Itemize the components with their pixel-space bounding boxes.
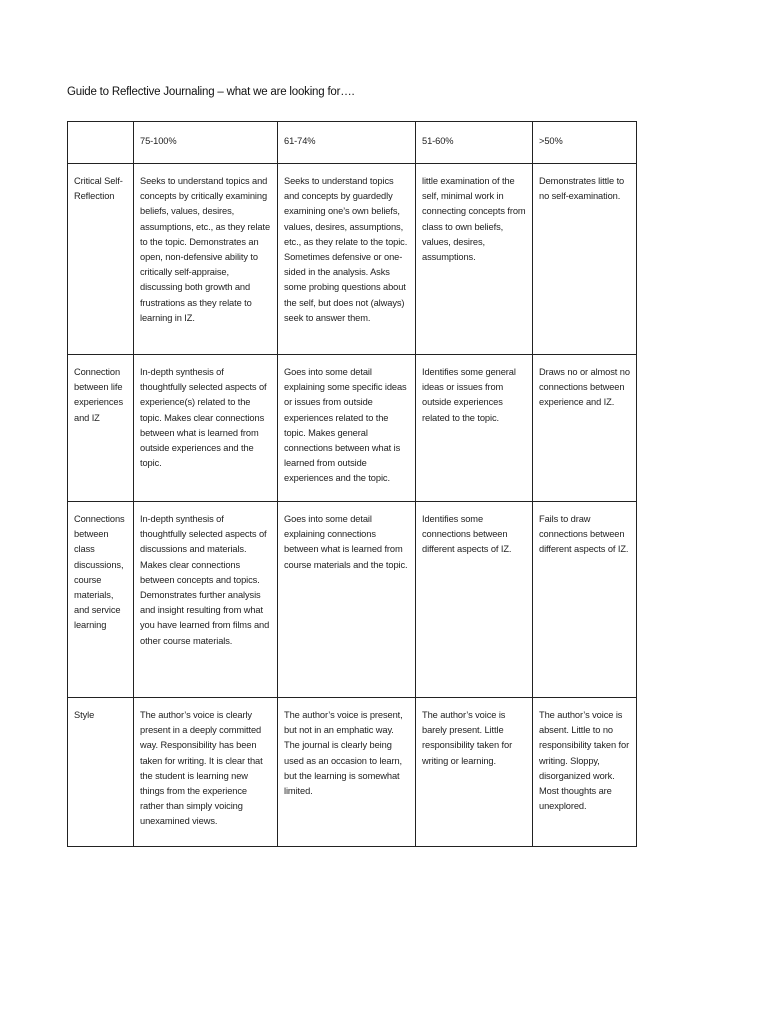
header-cell-61-74: 61-74% [278, 122, 416, 164]
rubric-table [67, 121, 637, 847]
header-cell-below-50: >50% [533, 122, 637, 164]
table-row [68, 355, 637, 502]
table-cell: The author’s voice is barely present. Little responsibility taken for writing or learning. [416, 698, 533, 847]
table-cell: Goes into some detail explaining connections between what is learned from course materials and the topic. [278, 502, 416, 698]
criterion-cell: Critical Self-Reflection [68, 164, 134, 355]
table-cell: The author’s voice is present, but not in an emphatic way. The journal is clearly being used as an occasion to learn, but the learning is somewhat limited. [278, 698, 416, 847]
header-cell-75-100: 75-100% [134, 122, 278, 164]
table-cell: Fails to draw connections between different aspects of IZ. [533, 502, 637, 698]
header-cell-51-60: 51-60% [416, 122, 533, 164]
table-cell: Draws no or almost no connections between experience and IZ. [533, 355, 637, 502]
table-row [68, 164, 637, 355]
table-cell: The author’s voice is absent. Little to no responsibility taken for writing. Sloppy, disorganized work. Most thoughts are unexplored. [533, 698, 637, 847]
document-title: Guide to Reflective Journaling – what we are looking for…. [67, 86, 355, 98]
criterion-cell: Connections between class discussions, course materials, and service learning [68, 502, 134, 698]
table-cell: Demonstrates little to no self-examination. [533, 164, 637, 355]
table-cell: In-depth synthesis of thoughtfully selected aspects of experience(s) related to the topic. Makes clear connections between what is learned from outside experiences and the topic. [134, 355, 278, 502]
table-cell: Seeks to understand topics and concepts by guardedly examining one’s own beliefs, values, desires, assumptions, etc., as they relate to the topic. Sometimes defensive or one-sided in the analysis. Asks some probing questions about the self, but does not (always) seek to answer them. [278, 164, 416, 355]
criterion-cell: Style [68, 698, 134, 847]
table-cell: Seeks to understand topics and concepts by critically examining beliefs, values, desires, assumptions, etc., as they relate to the topic. Demonstrates an open, non-defensive ability to critically self-appraise, discussing both growth and frustrations as they relate to learning in IZ. [134, 164, 278, 355]
table-header-row [68, 122, 637, 164]
table-cell: Identifies some general ideas or issues from outside experiences related to the topic. [416, 355, 533, 502]
table-row [68, 698, 637, 847]
criterion-cell: Connection between life experiences and IZ [68, 355, 134, 502]
table-cell: In-depth synthesis of thoughtfully selected aspects of discussions and materials. Makes clear connections between concepts and topics. Demonstrates further analysis and insight resulting from what you have learned from films and other course materials. [134, 502, 278, 698]
table-cell: little examination of the self, minimal work in connecting concepts from class to own beliefs, values, desires, assumptions. [416, 164, 533, 355]
table-cell: The author’s voice is clearly present in a deeply committed way. Responsibility has been taken for writing. It is clear that the student is learning new things from the experience rather than simply voicing unexamined views. [134, 698, 278, 847]
table-cell: Goes into some detail explaining some specific ideas or issues from outside experiences related to the topic. Makes general connections between what is learned from outside experiences and the topic. [278, 355, 416, 502]
table-cell: Identifies some connections between different aspects of IZ. [416, 502, 533, 698]
header-cell-empty [68, 122, 134, 164]
table-row [68, 502, 637, 698]
